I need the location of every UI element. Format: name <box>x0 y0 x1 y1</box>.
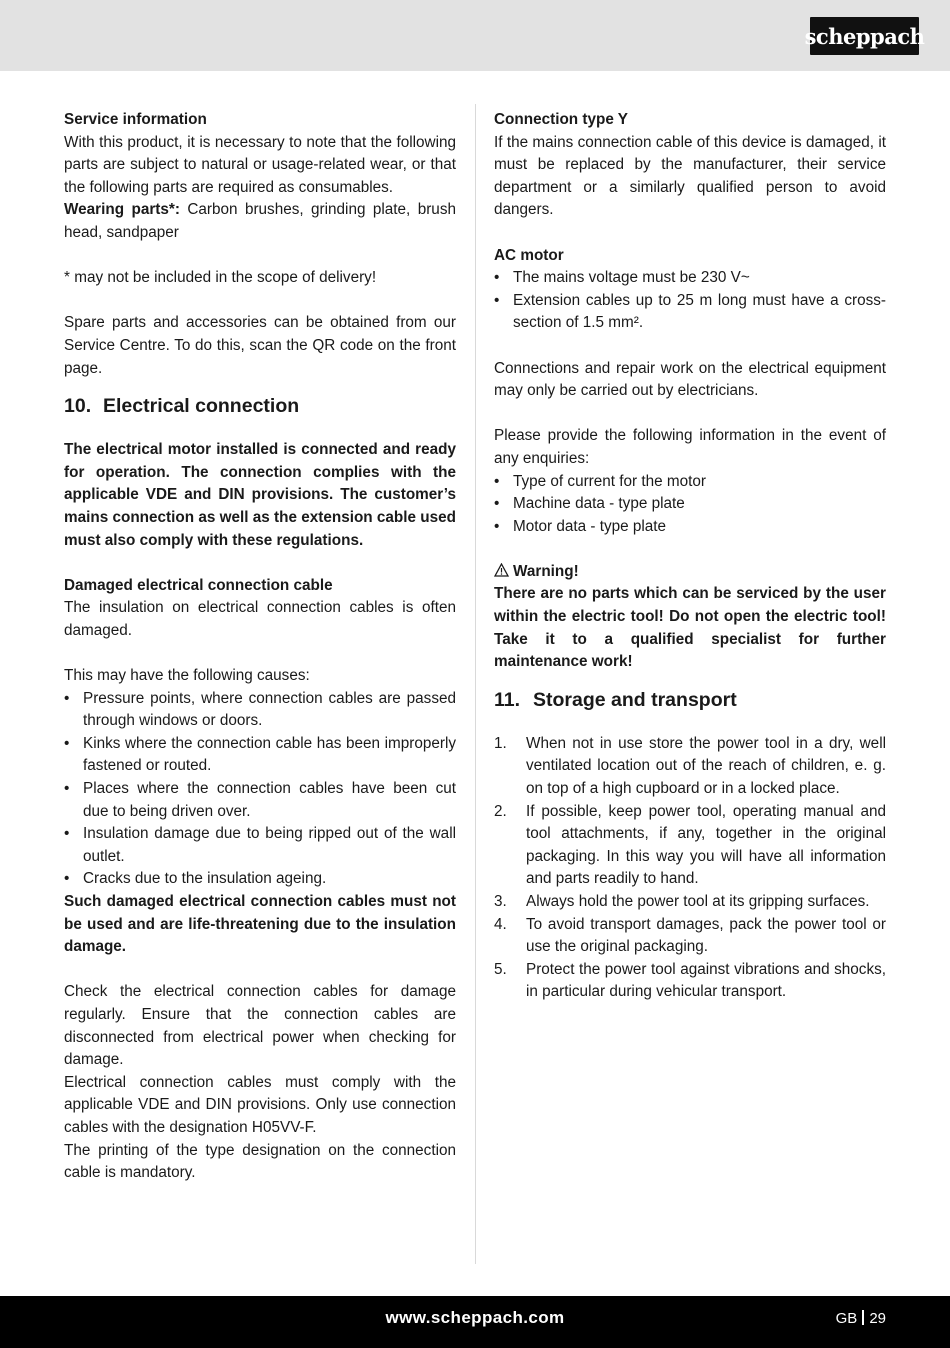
list-item: 1. When not in use store the power tool in a dry, well ventilated location out of the reach of children, e. g. on top of a high cupboard or in a locked place. <box>494 734 886 798</box>
section-11-heading <box>494 687 886 713</box>
list-item: • Cracks due to the insulation ageing. <box>64 868 456 891</box>
wearing-parts-text: Carbon brushes, grinding plate, brush head, sandpaper <box>64 201 456 241</box>
list-item: • Kinks where the connection cable has been improperly fastened or routed. <box>64 733 456 778</box>
list-item: • Type of current for the motor <box>494 471 886 494</box>
page-indicator <box>836 1310 886 1327</box>
section-10-title: Electrical connection <box>103 395 300 418</box>
warning-heading: Warning! <box>513 562 579 580</box>
repair-text: Connections and repair work on the electrical equipment may only be carried out by electricians. <box>494 359 886 400</box>
section-11-title: Storage and transport <box>533 688 737 711</box>
warning-triangle-icon <box>494 561 509 584</box>
list-item: • Pressure points, where connection cables are passed through windows or doors. <box>64 688 456 733</box>
list-item: • The mains voltage must be 230 V~ <box>494 267 886 290</box>
footer-bar <box>0 1296 950 1348</box>
service-heading: Service information <box>64 111 207 128</box>
printing-text: The printing of the type designation on the connection cable is mandatory. <box>64 1141 456 1182</box>
comply-text: Electrical connection cables must comply with the applicable VDE and DIN provisions. Only use connection cables with the designation H05VV-F. <box>64 1073 456 1136</box>
damaged-cable-text: The insulation on electrical connection cables is often damaged. <box>64 599 456 639</box>
list-item: • Insulation damage due to being ripped out of the wall outlet. <box>64 823 456 868</box>
list-item: 4. To avoid transport damages, pack the power tool or use the original packaging. <box>494 915 886 956</box>
causes-intro: This may have the following causes: <box>64 667 310 685</box>
section-10-number: 10. <box>64 395 92 418</box>
list-item: 2. If possible, keep power tool, operating manual and tool attachments, if any, together in the original packaging. In this way you will have all information and parts readily to hand. <box>494 802 886 888</box>
list-item: • Places where the connection cables have been cut due to being driven over. <box>64 778 456 823</box>
section-11-number: 11. <box>494 688 521 711</box>
ac-motor-heading: AC motor <box>494 246 564 264</box>
connection-y-text: If the mains connection cable of this device is damaged, it must be replaced by the manufacturer, their service department or a similarly qualified person to avoid dangers. <box>494 133 886 219</box>
connection-y-heading: Connection type Y <box>494 111 629 128</box>
left-column <box>64 109 456 1185</box>
header-bar <box>0 0 950 71</box>
section-10-heading <box>64 393 456 419</box>
page-number: 29 <box>869 1310 886 1327</box>
electrical-intro: The electrical motor installed is connected and ready for operation. The connection complies with the applicable VDE and DIN provisions. The customer’s mains connection as well as the extension cable used must also comply with these regulations. <box>64 441 456 549</box>
list-item: • Motor data - type plate <box>494 516 886 539</box>
check-cables-text: Check the electrical connection cables for damage regularly. Ensure that the connection cables are disconnected from electrical power when checking for damage. <box>64 983 456 1069</box>
brand-logo: scheppach <box>810 17 919 55</box>
ac-motor-list <box>494 267 886 335</box>
warning-text: There are no parts which can be serviced by the user within the electric tool! Do not open the electric tool! Take it to a qualified specialist for further maintenance work! <box>494 585 886 671</box>
enquiry-list <box>494 471 886 539</box>
footnote: * may not be included in the scope of delivery! <box>64 269 377 287</box>
warning-heading-row <box>494 561 886 584</box>
list-item: • Extension cables up to 25 m long must have a cross-section of 1.5 mm². <box>494 290 886 335</box>
wearing-parts-label: Wearing parts*: <box>64 201 180 219</box>
service-text: With this product, it is necessary to note that the following parts are subject to natural or usage-related wear, or that the following parts are required as consumables. <box>64 133 456 196</box>
list-item: 3. Always hold the power tool at its gripping surfaces. <box>494 893 870 910</box>
damaged-cable-warning: Such damaged electrical connection cables must not be used and are life-threatening due to the insulation damage. <box>64 893 456 956</box>
website-link[interactable]: www.scheppach.com <box>385 1308 565 1327</box>
damaged-cable-heading: Damaged electrical connection cable <box>64 576 333 594</box>
page-separator <box>862 1310 864 1325</box>
wearing-parts <box>64 199 456 244</box>
right-column <box>494 109 886 1004</box>
spare-parts-text: Spare parts and accessories can be obtained from our Service Centre. To do this, scan the QR code on the front page. <box>64 314 456 377</box>
list-item: • Machine data - type plate <box>494 493 886 516</box>
storage-list <box>494 733 886 1004</box>
causes-list <box>64 688 456 891</box>
language-code: GB <box>835 1310 858 1327</box>
list-item: 5. Protect the power tool against vibrations and shocks, in particular during vehicular transport. <box>494 960 886 1001</box>
enquiry-intro: Please provide the following information in the event of any enquiries: <box>494 427 886 467</box>
column-divider <box>475 104 476 1264</box>
